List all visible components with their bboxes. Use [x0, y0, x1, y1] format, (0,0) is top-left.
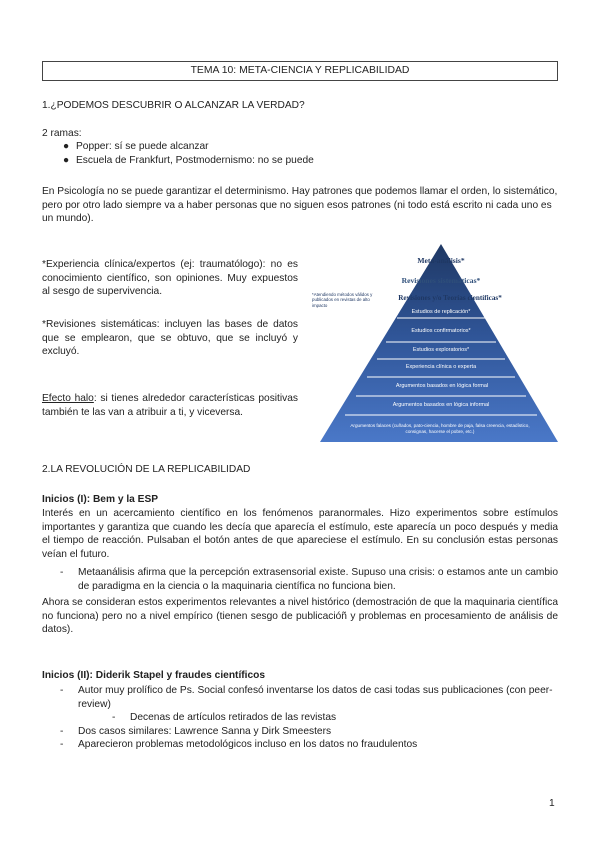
pyramid-side-note: *Atendiendo métodos válidos y publicados en revistas de alto impacto [312, 292, 373, 308]
bullet-icon: ● [63, 154, 70, 166]
dash-icon: - [60, 567, 64, 578]
halo-effect-paragraph: Efecto halo: si tienes alrededor características positivas también te las van a atribuir a ti, y viceversa. [42, 393, 299, 418]
halo-effect-term: Efecto halo [42, 393, 94, 404]
pyramid-label-systematic-reviews: Revisiones sistemáticas* [401, 276, 481, 285]
note-clinical-experience: *Experiencia clínica/expertos (ej: traumatólogo): no es conocimiento científico, son opiniones. Muy expuestos al sesgo de supervivencia. [42, 259, 298, 298]
dash-icon: - [112, 712, 116, 724]
pyramid-level-formal-logic: Argumentos basados en lógica formal [395, 382, 489, 389]
section-2-heading: 2.LA REVOLUCIÓN DE LA REPLICABILIDAD [42, 464, 251, 475]
list-item: - Autor muy prolífico de Ps. Social confesó inventarse los datos de casi todas sus publicaciones (con peer-review) [60, 685, 553, 710]
pyramid-level-exploratory: Estudios exploratorios* [412, 347, 470, 354]
pyramid-level-clinical: Experiencia clínica o experta [405, 364, 477, 371]
note-systematic-reviews: *Revisiones sistemáticas: incluyen las bases de datos que se emplearon, que se obtuvo, que se incluyó y excluyó. [42, 319, 298, 358]
bem-paragraph: Interés en un acercamiento científico en los fenómenos paranormales. Hizo experimentos sobre estímulos importantes y garantiza que cuando les decía que aparecía el estímulo, este aparecía un poco después y media el tiempo de reacción. Pulsaban el botón antes de que apareciese el estímulo. En su conclusión estas personas veían el futuro. [42, 508, 558, 560]
page-title: TEMA 10: META-CIENCIA Y REPLICABILIDAD [42, 61, 558, 81]
pyramid-label-metaanalysis: Meta-análisis* [417, 256, 465, 265]
subsection-bem-heading: Inicios (I): Bem y la ESP [42, 494, 159, 505]
dash-icon: - [60, 685, 64, 696]
section-1-heading: 1.¿PODEMOS DESCUBRIR O ALCANZAR LA VERDAD? [42, 100, 305, 111]
dash-icon: - [60, 739, 64, 751]
pyramid-level-fallacies: Argumentos falaces (cuñados, pato-ciencia, hombre de paja, falsa creencia, estadístico, consignas, hacerse el pobre, etc.) [350, 422, 530, 434]
list-item: - Metaanálisis afirma que la percepción extrasensorial existe. Supuso una crisis: o estamos ante un cambio de paradigma en la ciencia o la maquinaria científica no funciona bien. [60, 567, 558, 592]
list-item: - Decenas de artículos retirados de las revistas [112, 712, 337, 724]
evidence-pyramid [310, 244, 560, 444]
list-item: ● Popper: sí se puede alcanzar [63, 141, 209, 152]
bullet-icon: ● [63, 141, 70, 152]
pyramid-level-informal-logic: Argumentos basados en lógica informal [392, 401, 490, 408]
dash-icon: - [60, 725, 64, 737]
list-item: - Aparecieron problemas metodológicos incluso en los datos no fraudulentos [60, 739, 418, 751]
bem-dash-list [60, 566, 558, 593]
page-number: 1 [549, 798, 555, 809]
ramas-label: 2 ramas: [42, 128, 82, 139]
ramas-list [58, 140, 314, 167]
pyramid-label-theories: Revisiones y/o Teorías científicas* [398, 294, 502, 302]
stapel-list [60, 684, 558, 752]
determinism-paragraph: En Psicología no se puede garantizar el determinismo. Hay patrones que podemos llamar el orden, lo sistemático, pero por otro lado siempre va a haber personas que no siguen esos patrones (ni todo está escrito ni cada uno es un mundo). [42, 186, 558, 225]
pyramid-level-confirmatory: Estudios confirmatorios* [411, 328, 471, 335]
pyramid-level-replication: Estudios de replicación* [411, 308, 471, 315]
bem-conclusion-paragraph: Ahora se consideran estos experimentos relevantes a nivel histórico (demostración de que la maquinaria científica no funciona) pero no a nivel empírico (tienen sesgo de publicacióñ y problemas en procesamiento de análisis de datos). [42, 597, 558, 636]
subsection-stapel-heading: Inicios (II): Diderik Stapel y fraudes científicos [42, 670, 266, 681]
list-item: ● Escuela de Frankfurt, Postmodernismo: no se puede [63, 154, 314, 166]
list-item: - Dos casos similares: Lawrence Sanna y Dirk Smeesters [60, 725, 332, 737]
